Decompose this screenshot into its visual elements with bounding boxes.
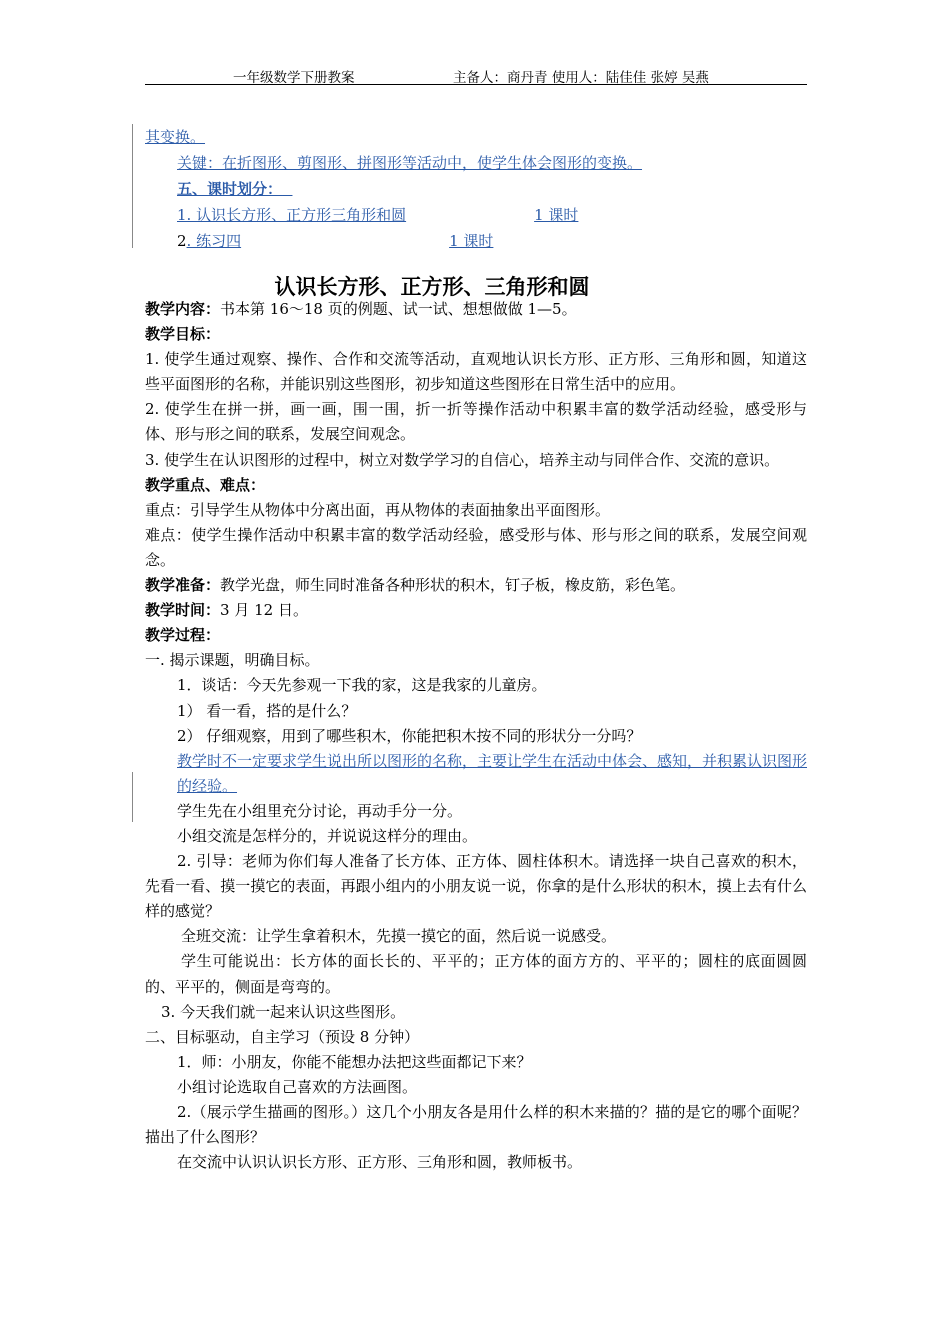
header-right: 主备人：商丹青 使用人：陆佳佳 张婷 吴燕 [453, 70, 709, 86]
lesson-title: 认识长方形、正方形、三角形和圆 [274, 275, 590, 299]
top-section [145, 124, 807, 254]
prep-label: 教学准备： [145, 576, 221, 595]
goal-1: 1. 使学生通过观察、操作、合作和交流等活动，直观地认识长方形、正方形、三角形和圆，知道这些平面图形的名称，并能识别这些图形，初步知道这些图形在日常生活中的应用。 [145, 350, 807, 394]
process-label: 教学过程： [145, 626, 221, 645]
key-label: 教学重点、难点： [145, 475, 266, 494]
content-label: 教学内容： [145, 300, 221, 318]
lesson-plan-item: . 练习四 1 课时 [186, 232, 494, 250]
step-text: 学生可能说出：长方体的面长长的、平平的；正方体的面方方的、平平的；圆柱的底面圆圆的、平平的，侧面是弯弯的。 [145, 952, 807, 996]
difficulty-text: 难点：使学生操作活动中积累丰富的数学活动经验，感受形与体、形与形之间的联系，发展空间观念。 [145, 525, 807, 569]
revision-bar [132, 772, 133, 822]
step-text: 学生先在小组里充分讨论，再动手分一分。 [177, 801, 463, 820]
step-item: 1．谈话：今天先参观一下我的家，这是我家的儿童房。 [177, 676, 547, 695]
step-text: 在交流中认识认识长方形、正方形、三角形和圆，教师板书。 [177, 1153, 583, 1172]
time-text: 3 月 12 日。 [220, 601, 308, 620]
revision-bar [132, 124, 133, 248]
goal-2: 2. 使学生在拼一拼，画一画，围一围，折一折等操作活动中积累丰富的数学活动经验，感受形与体、形与形之间的联系，发展空间观念。 [145, 400, 807, 444]
teaching-note: 教学时不一定要求学生说出所以图形的名称，主要让学生在活动中体会、感知，并积累认识图形的经验。 [177, 751, 808, 795]
goal-3: 3. 使学生在认识图形的过程中，树立对数学学习的自信心，培养主动与同伴合作、交流的意识。 [145, 450, 780, 469]
step-text: 全班交流：让学生拿着积木，先摸一摸它的面，然后说一说感受。 [181, 927, 617, 946]
step-subitem: 2） 仔细观察，用到了哪些积木，你能把积木按不同的形状分一分吗？ [177, 726, 642, 745]
step-heading: 二、目标驱动，自主学习（预设 8 分钟） [145, 1027, 420, 1046]
focus-text: 重点：引导学生从物体中分离出面，再从物体的表面抽象出平面图形。 [145, 500, 611, 519]
step-item: 2. 引导：老师为你们每人准备了长方体、正方体、圆柱体积木。请选择一块自己喜欢的积木，先看一看、摸一摸它的表面，再跟小组内的小朋友说一说，你拿的是什么形状的积木，摸上去有什么样的感觉？ [145, 852, 807, 921]
page-header [145, 64, 807, 85]
step-item: 1．师：小朋友，你能不能想办法把这些面都记下来？ [177, 1052, 532, 1071]
revision-text: 其变换。 [145, 128, 206, 146]
lesson-plan-item-number: 2 [177, 232, 187, 250]
header-left: 一年级数学下册教案 [233, 70, 355, 86]
prep-text: 教学光盘，师生同时准备各种形状的积木，钉子板，橡皮筋，彩色笔。 [220, 576, 686, 595]
goals-label: 教学目标： [145, 325, 221, 344]
step-text: 小组交流是怎样分的，并说说这样分的理由。 [177, 826, 478, 845]
step-item: 2.（展示学生描画的图形。）这几个小朋友各是用什么样的积木来描的？描的是它的哪个面呢？描出了什么图形？ [145, 1103, 807, 1147]
step-heading: 一. 揭示课题，明确目标。 [145, 651, 320, 670]
time-label: 教学时间： [145, 601, 221, 620]
lesson-body [145, 297, 807, 1175]
step-item: 3. 今天我们就一起来认识这些图形。 [161, 1002, 406, 1021]
section-heading: 五、课时划分： [177, 180, 283, 198]
step-subitem: 1） 看一看，搭的是什么？ [177, 701, 357, 720]
content-text: 书本第 16～18 页的例题、试一试、想想做做 1—5。 [220, 300, 577, 318]
lesson-plan-item: 1. 认识长方形、正方形三角形和圆 1 课时 [177, 206, 579, 224]
step-text: 小组讨论选取自己喜欢的方法画图。 [177, 1077, 418, 1096]
revision-text: 关键：在折图形、剪图形、拼图形等活动中，使学生体会图形的变换。 [177, 154, 643, 172]
